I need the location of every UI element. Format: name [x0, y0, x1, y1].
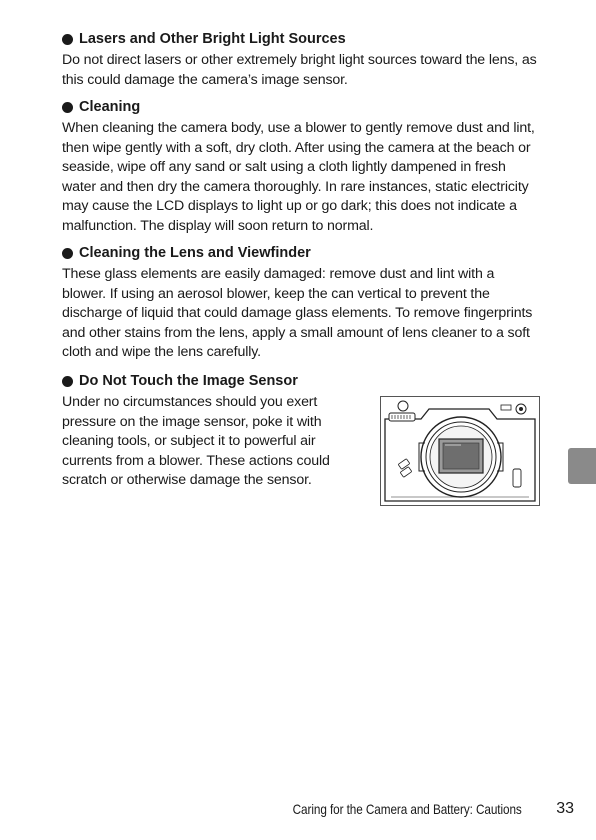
section-cleaning-lens: [62, 244, 540, 363]
heading-text: Do Not Touch the Image Sensor: [79, 373, 298, 389]
page-number: 33: [556, 800, 574, 817]
bullet-icon: [62, 248, 73, 259]
section-body: Do not direct lasers or other extremely bright light sources toward the lens, as this could damage the camera’s image sensor.: [62, 52, 537, 88]
section-body: These glass elements are easily damaged: remove dust and lint with a blower. If using an aerosol blower, keep the can vertical to prevent the discharge of liquid that could damage glass elements. To remove fingerprints and other stains from the lens, apply a small amount of lens cleaner to a soft cloth and wipe the lens carefully.: [62, 266, 533, 360]
section-side-tab: [568, 448, 596, 484]
section-body: When cleaning the camera body, use a blower to gently remove dust and lint, then wipe gently with a soft, dry cloth. After using the camera at the beach or seaside, wipe off any sand or salt using a cloth lightly dampened in fresh water and then dry the camera thoroughly. In rare instances, static electricity may cause the LCD displays to light up or go dark; this does not indicate a malfunction. The display will soon return to normal.: [62, 120, 535, 234]
bullet-icon: [62, 376, 73, 387]
camera-front-icon: [381, 397, 539, 505]
section-heading: [62, 98, 540, 117]
heading-text: Cleaning the Lens and Viewfinder: [79, 245, 311, 261]
section-lasers: [62, 30, 540, 90]
section-heading: [62, 244, 540, 263]
bullet-icon: [62, 34, 73, 45]
camera-sensor-figure: [380, 396, 540, 506]
heading-text: Lasers and Other Bright Light Sources: [79, 31, 346, 47]
bullet-icon: [62, 102, 73, 113]
section-cleaning: [62, 98, 540, 236]
heading-text: Cleaning: [79, 99, 141, 115]
footer-chapter-title: Caring for the Camera and Battery: Cautions: [292, 801, 522, 817]
section-heading: [62, 30, 540, 49]
section-heading: [62, 372, 540, 391]
section-body: Under no circumstances should you exert pressure on the image sensor, poke it with cleaning tools, or subject it to powerful air currents from a blower. These actions could scratch or otherwise damage the sensor.: [62, 394, 330, 488]
